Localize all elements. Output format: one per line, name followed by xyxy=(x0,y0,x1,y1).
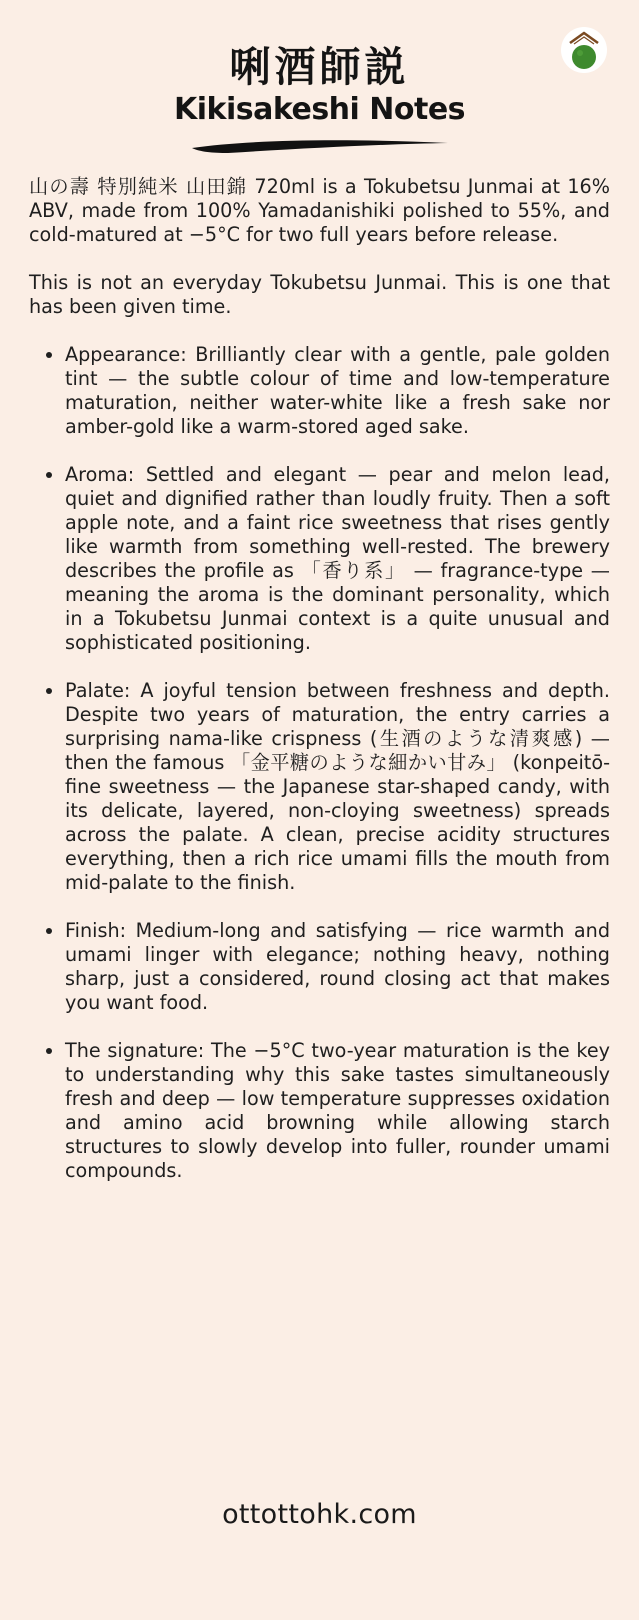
list-item-aroma: • Aroma: Settled and elegant — pear and melon lead, quiet and dignified rather than loudly fruity. Then a soft apple note, and a faint rice sweetness that rises gently like warmth from something well-rested. The brewery describes the profile as 「香り系」 — fragrance-type — meaning the aroma is the dominant personality, which in a Tokubetsu Junmai context is a quite unusual and sophisticated positioning. xyxy=(65,463,610,655)
list-item-signature: • The signature: The −5°C two-year maturation is the key to understanding why this sake tastes simultaneously fresh and deep — low temperature suppresses oxidation and amino acid browning while allowing starch structures to slowly develop into fuller, rounder umami compounds. xyxy=(65,1039,610,1183)
notes-content xyxy=(29,175,610,1207)
list-item-appearance: • Appearance: Brilliantly clear with a gentle, pale golden tint — the subtle colour of time and low-temperature maturation, neither water-white like a fresh sake nor amber-gold like a warm-stored aged sake. xyxy=(65,343,610,439)
list-item-finish: • Finish: Medium-long and satisfying — rice warmth and umami linger with elegance; nothing heavy, nothing sharp, just a considered, round closing act that makes you want food. xyxy=(65,919,610,1015)
brush-stroke-divider xyxy=(188,134,452,156)
page-title: Kikisakeshi Notes xyxy=(173,92,466,127)
footer-website: ottottohk.com xyxy=(222,1499,417,1530)
intro-paragraph: This is not an everyday Tokubetsu Junmai. This is one that has been given time. xyxy=(29,271,610,318)
tasting-notes-list xyxy=(29,343,610,1183)
intro-paragraph: 山の壽 特別純米 山田錦 720ml is a Tokubetsu Junmai at 16% ABV, made from 100% Yamadanishiki polished to 55%, and cold-matured at −5°C for two full years before release. xyxy=(29,175,610,246)
list-item-palate: • Palate: A joyful tension between freshness and depth. Despite two years of maturation, the entry carries a surprising nama-like crispness (生酒のような清爽感) — then the famous 「金平糖のような細かい甘み」 (konpeitō-fine sweetness — the Japanese star-shaped candy, with its delicate, layered, non-cloying sweetness) spreads across the palate. A clean, precise acidity structures everything, then a rich rice umami fills the mouth from mid-palate to the finish. xyxy=(65,679,610,895)
page-title-japanese: 唎酒師説 xyxy=(229,43,410,91)
